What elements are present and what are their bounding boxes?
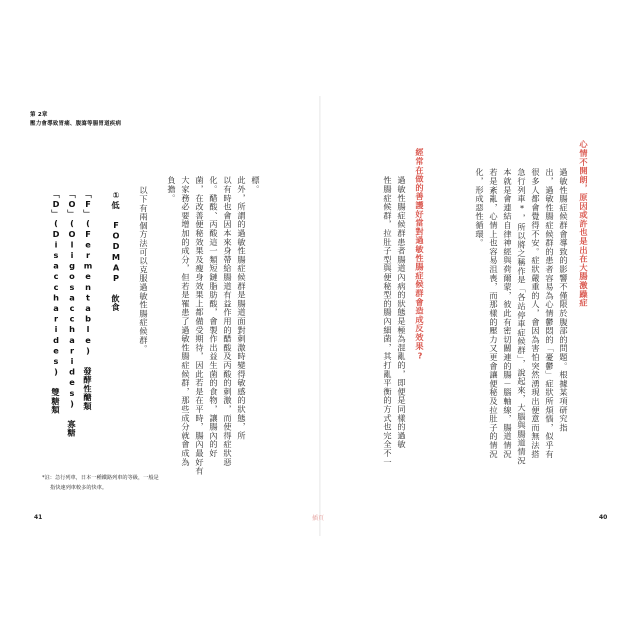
left-col-2: 此外，所謂的過敏性腸症候群是腸道面對刺激時變得敏感的狀態，所: [237, 176, 247, 440]
right-col-9: 性腸症候群，拉肚子型與便秘型的腸內細菌，其打亂平衡的方式也完全不一: [383, 176, 393, 467]
left-col-5: 菌，在改善便秘效果及瘦身效果上都備受期待，因此若是在平時，腸內最好有: [195, 176, 205, 476]
right-col-1: 過敏性腸症候群會導致的影響不僅限於腹部的問題。根據某項研究指: [559, 168, 569, 432]
right-col-3: 很多人都會覺得不安。症狀嚴重的人，會因為害怕突然湧現出便意而無法搭: [531, 168, 541, 459]
page-gutter: [319, 96, 321, 536]
right-col-2: 出，過敏性腸症候群的患者容易為心情鬱悶的「憂鬱」症狀所煩惱，似乎有: [545, 168, 555, 459]
right-col-4: 急行列車*，所以將之稱作是「各站停車症候群」，說起來，大腦與腸道情況: [517, 168, 527, 465]
left-col-3: 以有時也會因本來身帶給腸道有益作用的醋酸及丙酸的刺激，而使得症狀惡: [223, 176, 233, 467]
left-col-6: 大家務必要增加的成分，但若是罹患了過敏性腸症候群，那些成分就會成為: [181, 176, 191, 467]
fodmap-o: 「O」(Oligosaccharides) 寡糖: [67, 190, 77, 438]
section-heading-1: 心情不開朗，原因或許也是出在大腸激躁症: [579, 140, 589, 308]
footnote-line-2: 指快速列車較多的快車。: [50, 485, 108, 491]
left-col-4: 化。醋酸、丙酸這一類短鏈脂肪酸，會製作出益生菌的食物，讓腸內的好: [209, 176, 219, 458]
left-col-1: 標。: [251, 176, 261, 194]
right-col-8: 過敏性腸症候群患者腸道內病的狀態是極為混亂的，即便是同樣的過敏: [397, 176, 407, 449]
chapter-label: 第 2章: [30, 112, 48, 118]
page-number-right: 40: [599, 514, 608, 521]
right-col-7: 化，形成惡性循環。: [475, 168, 485, 248]
page-number-left: 41: [34, 514, 43, 521]
chapter-title: 壓力會導致胃痛、腹瀉等腸胃道疾病: [30, 121, 122, 127]
fodmap-d: 「D」(Disaccharides) 雙糖類: [51, 190, 61, 415]
footnote-line-1: *註：急行列車，日本一種鐵路列車的等級，一般是: [42, 475, 159, 481]
right-col-6: 若是紊亂，心情上也容易沮喪，而那樣的壓力又更會讓便秘及拉肚子的情況: [489, 168, 499, 459]
right-col-5: 本就是會連結自律神經與荷爾蒙，彼此有密切關連的腸－腦軸線，腸道情況: [503, 168, 513, 459]
fodmap-heading: ①低 FODMAP 飲食: [111, 190, 121, 312]
left-col-7: 負擔。: [167, 176, 177, 203]
left-col-8: 以下有兩個方法可以克服過敏性腸症候群。: [139, 186, 149, 354]
fodmap-f: 「F」(Fermentable) 發酵性醣類: [83, 190, 93, 411]
section-heading-2: 經常在做的善護好當對過敏性腸症候群會造成反效果?: [415, 148, 425, 361]
center-mark: 插頁: [312, 515, 325, 522]
